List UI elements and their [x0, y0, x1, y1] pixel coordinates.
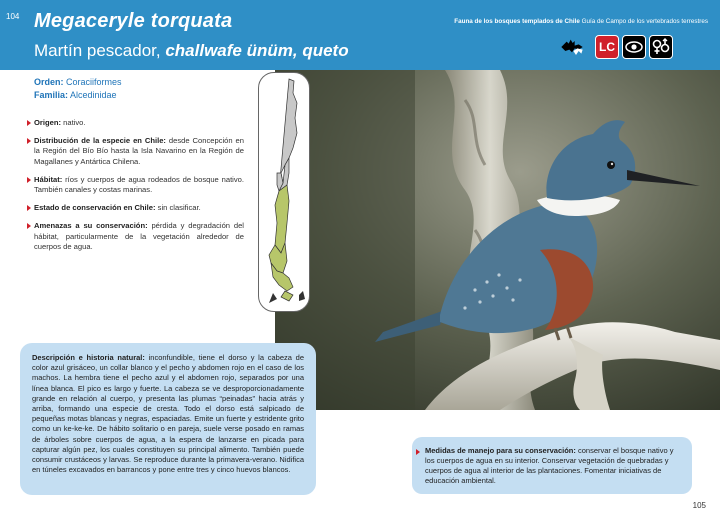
fact-text: pérdida y degradación del hábitat, particularmente de la vegetación alrededor de cuerpos de agua. — [34, 221, 244, 251]
red-arrow-icon — [27, 177, 31, 183]
fact-label: Distribución de la especie en Chile: — [34, 136, 166, 146]
header-band — [0, 0, 720, 70]
red-arrow-icon — [27, 223, 31, 229]
lc-status-badge: LC — [595, 35, 619, 59]
orden-row — [34, 76, 122, 89]
bird-hand-icon — [560, 35, 584, 59]
orden-value: Coraciiformes — [66, 77, 122, 87]
sex-symbols-icon — [649, 35, 673, 59]
red-arrow-icon — [27, 120, 31, 126]
fact-text: ríos y cuerpos de agua rodeados de bosque nativo. También canales y costas marinas. — [34, 174, 244, 195]
facts-list — [34, 118, 244, 260]
common-name-spanish: Martín pescador, — [34, 41, 166, 60]
familia-row — [34, 89, 122, 102]
page-number-right: 105 — [692, 501, 706, 510]
red-arrow-icon — [27, 138, 31, 144]
common-name-indigenous: challwafe ünüm, queto — [165, 41, 349, 60]
orden-label: Orden: — [34, 77, 64, 87]
fact-text: nativo. — [61, 118, 86, 127]
red-arrow-icon — [416, 449, 420, 455]
red-arrow-icon — [27, 205, 31, 211]
description-text: inconfundible, tiene el dorso y la cabeza de color azul grisáceo, un collar blanco y el pecho y abdomen rojo en el caso de los machos. La hembra tiene el pecho azul y el abdomen rojo, separados por una línea blanca. El pico es largo y fuerte. La cabeza se ve desproporcionadamente grande en relación al cuerpo, y presenta las plumas “peinadas” hacia atrás y arriba, formando una especie de cresta. Todo el dorso está salpicado de pequeñas motas blancas y negras, espaciadas. Emite un fuerte y estridente grito como un ke-ke-ke. De hábito solitario o en pareja, suele verse posado en ramas de árboles sobre cuerpos de agua, a la espera de lanzarse en picada para capturar algún pez, los cuales constituyen su principal alimento. También puede consumir crustáceos y larvas. Se reproduce durante la primavera-verano. Nidifica en túneles excavados en barrancos y pone entre tres y cinco huevos blancos. — [32, 353, 304, 475]
fact-estado-conservacion — [34, 203, 244, 213]
fact-label: Amenazas a su conservación: — [34, 221, 148, 231]
fact-text: sin clasificar. — [155, 203, 201, 213]
distribution-map — [258, 72, 310, 312]
management-label: Medidas de manejo para su conservación: — [425, 446, 576, 455]
management-text: conservar el bosque nativo y los cuerpos de agua en su interior. Conservar vegetación de quebradas y cuerpos de agua al interior de las plantaciones. Fomentar iniciativas de educación ambiental. — [425, 446, 674, 485]
fact-amenazas — [34, 221, 244, 252]
fact-label: Hábitat: — [34, 174, 63, 184]
description-box — [20, 343, 316, 495]
fact-label: Estado de conservación en Chile: — [34, 203, 156, 213]
fact-habitat — [34, 175, 244, 195]
fact-origen — [34, 118, 244, 128]
description-label: Descripción e historia natural: — [32, 353, 145, 362]
guide-title-rest: Guía de Campo de los vertebrados terrestres — [579, 18, 708, 25]
taxonomy — [34, 76, 122, 102]
species-common-name — [34, 41, 349, 61]
fact-label: Origen: — [34, 118, 62, 127]
kingfisher-photo — [275, 70, 720, 410]
page-number-left: 104 — [6, 12, 20, 21]
guide-title-bold: Fauna de los bosques templados de Chile — [454, 18, 580, 25]
familia-label: Familia: — [34, 90, 69, 100]
fact-distribucion — [34, 136, 244, 167]
guide-title — [454, 18, 708, 25]
icon-row — [560, 32, 673, 62]
fact-text: desde Concepción en la Región del Bío Bío hasta la Isla Navarino en la Región de Magallanes y Antártica Chilena. — [34, 136, 244, 166]
eye-icon — [622, 35, 646, 59]
familia-value: Alcedinidae — [70, 90, 117, 100]
species-scientific-name: Megaceryle torquata — [34, 10, 233, 32]
management-box — [412, 437, 692, 494]
